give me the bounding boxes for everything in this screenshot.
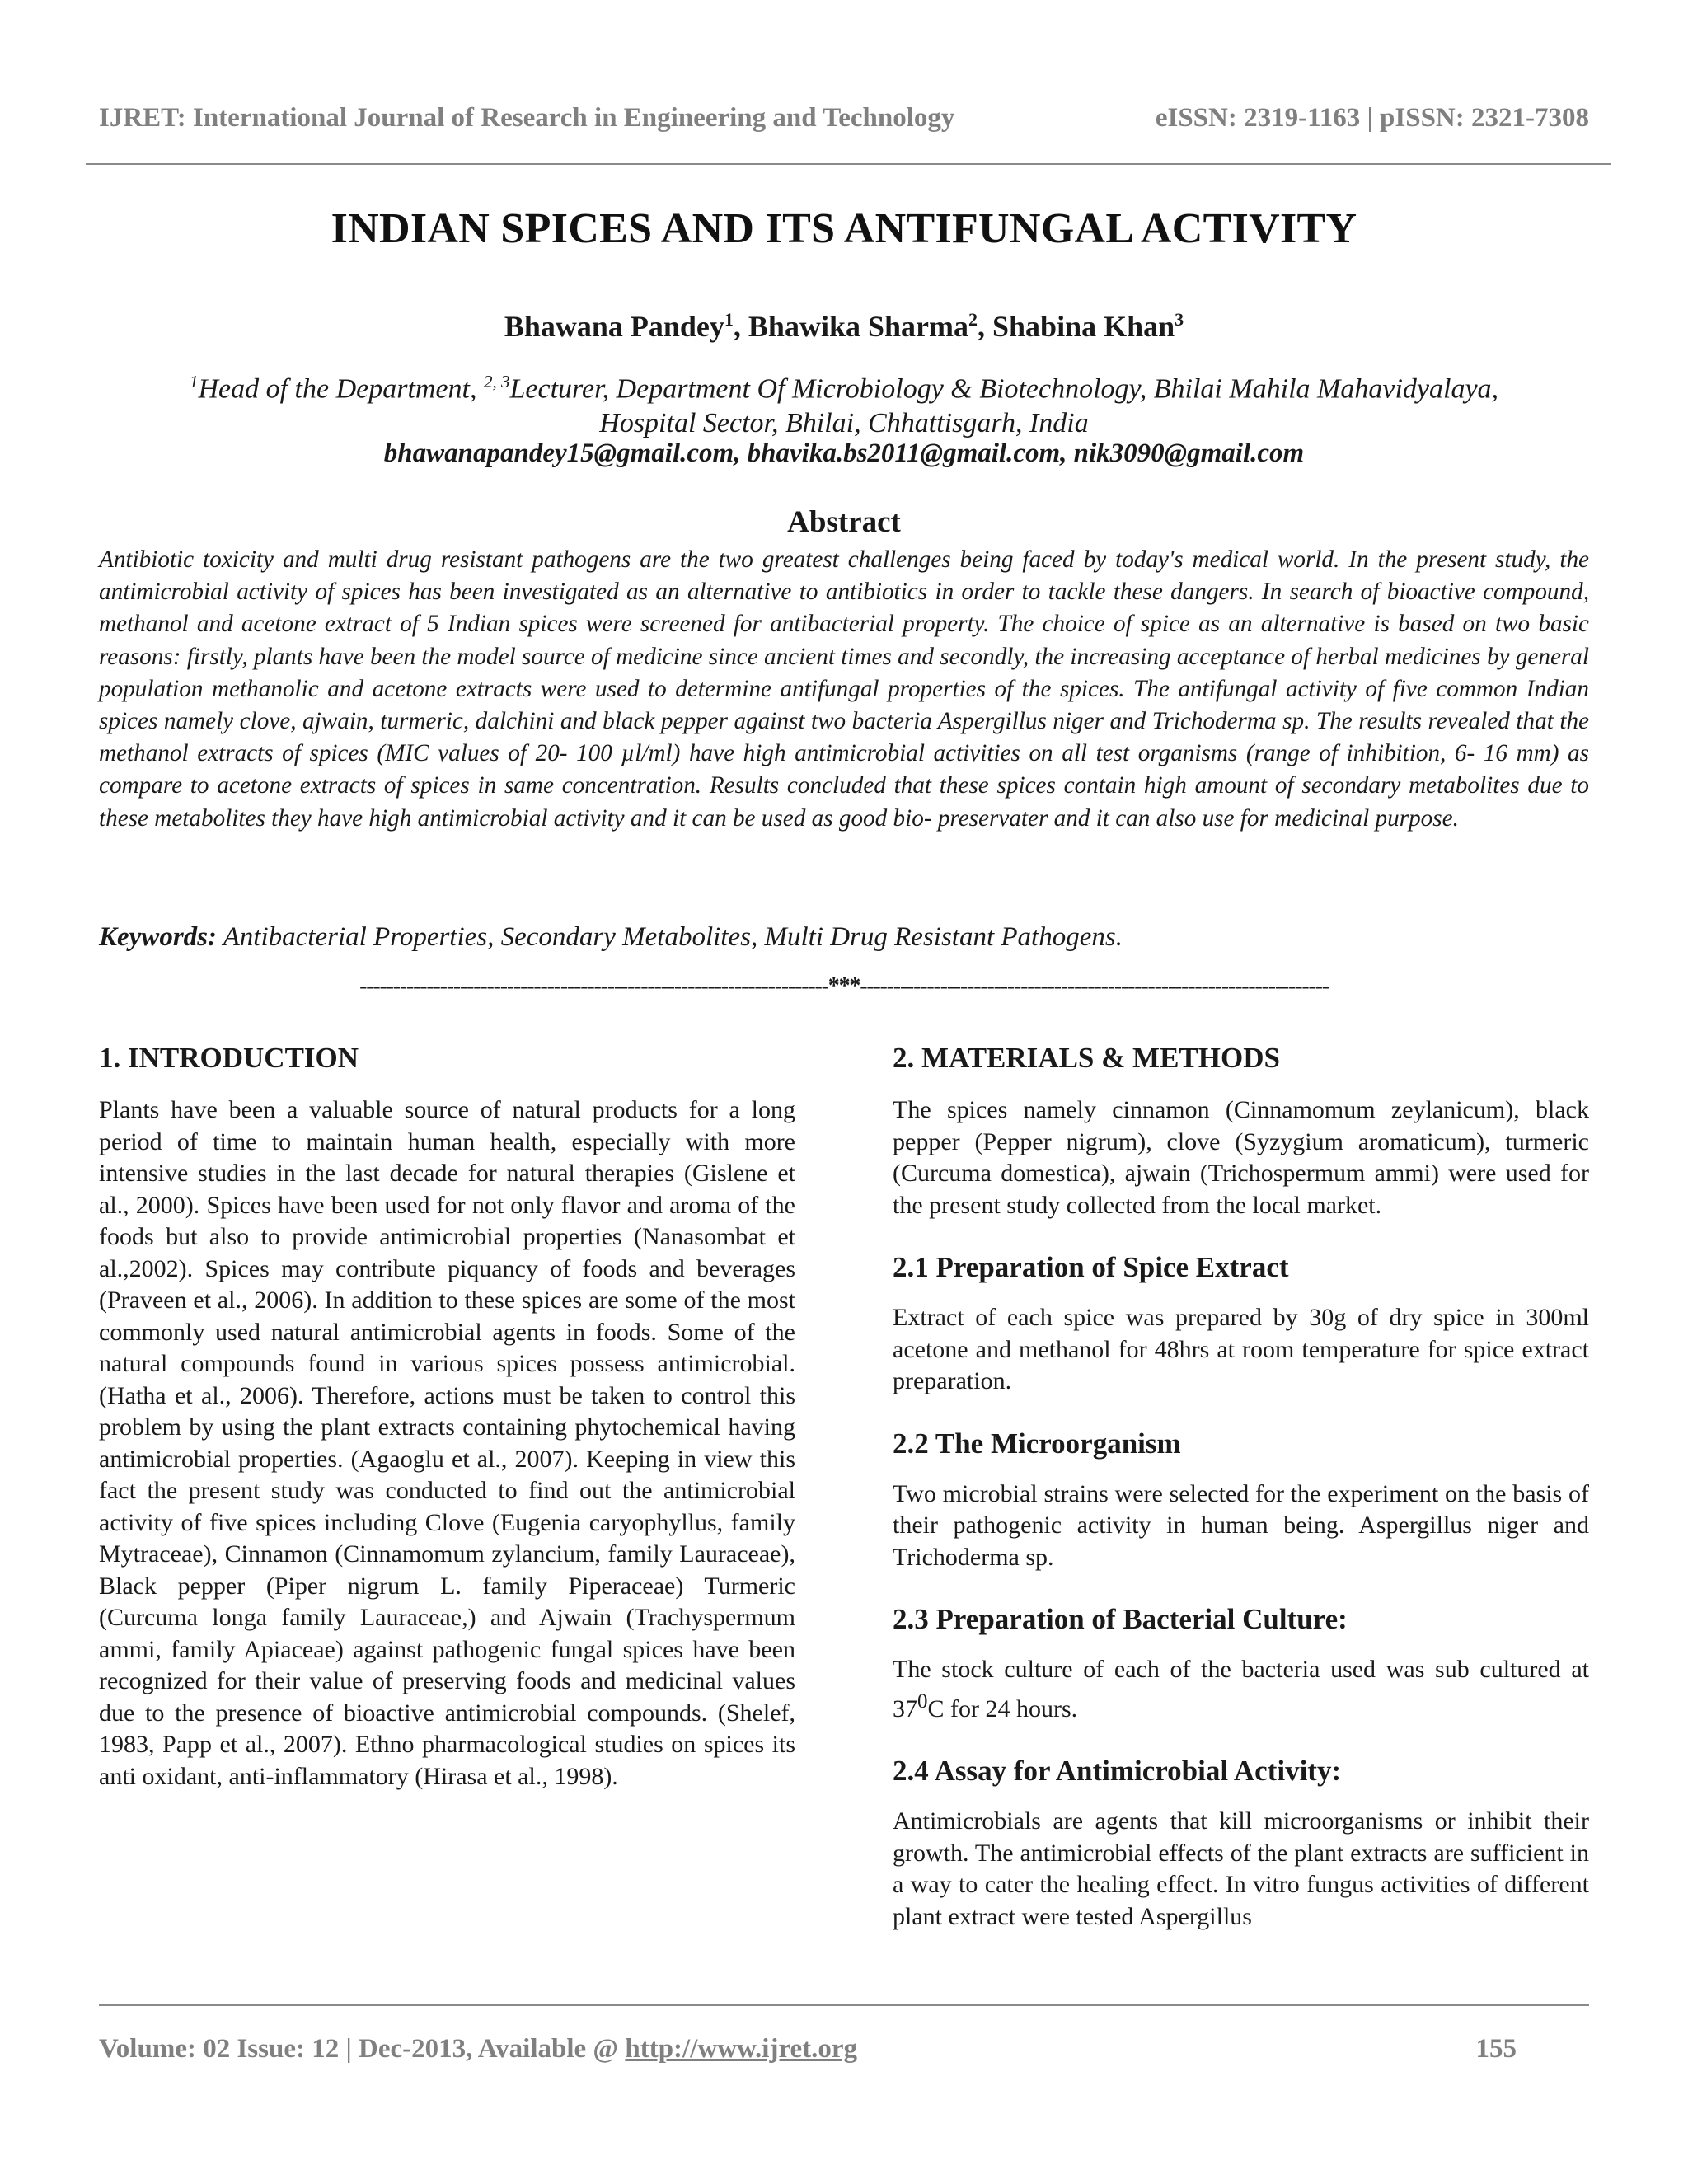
affiliation-line-2: Hospital Sector, Bhilai, Chhattisgarh, India <box>599 408 1089 439</box>
abstract-text: Antibiotic toxicity and multi drug resistant pathogens are the two greatest challenges being faced by today's medical world. In the present study, the antimicrobial activity of spices has been investigated as an alternative to antibiotics in order to tackle these dangers. In search of bioactive compound, methanol and acetone extract of 5 Indian spices were screened for antibacterial property. The choice of spice as an alternative is based on two basic reasons: firstly, plants have been the model source of medicine since ancient times and secondly, the increasing acceptance of herbal medicines by general population methanolic and acetone extracts were used to determine antifungal properties of the spices. The antifungal activity of five common Indian spices namely clove, ajwain, turmeric, dalchini and black pepper against two bacteria Aspergillus niger and Trichoderma sp. The results revealed that the methanol extracts of spices (MIC values of 20- 100 µl/ml) have high antimicrobial activities on all test organisms (range of inhibition, 6- 16 mm) as compare to acetone extracts of spices in same concentration. Results concluded that these spices contain high amount of secondary metabolites due to these metabolites they have high antimicrobial activity and it can be used as good bio- preservater and it can also use for medicinal purpose. <box>99 546 1589 832</box>
journal-name: IJRET: International Journal of Research in Engineering and Technology <box>99 102 955 133</box>
author-name: Bhawika Sharma <box>748 310 968 343</box>
introduction-heading: 1. INTRODUCTION <box>99 1042 359 1074</box>
introduction-text: Plants have been a valuable source of natural products for a long period of time to maintain human health, especially with more intensive studies in the last decade for natural therapies (Gislene et al., 2000). Spices have been used for not only flavor and aroma of the foods but also to provide antimicrobial properties (Nanasombat et al.,2002). Spices may contribute piquancy of foods and beverages (Praveen et al., 2006). In addition to these spices are some of the most commonly used natural antimicrobial agents in foods. Some of the natural compounds found in various spices possess antimicrobial. (Hatha et al., 2006). Therefore, actions must be taken to control this problem by using the plant extracts containing phytochemical having antimicrobial properties. (Agaoglu et al., 2007). Keeping in view this fact the present study was conducted to find out the antimicrobial activity of five spices including Clove (Eugenia caryophyllus, family Mytraceae), Cinnamon (Cinnamomum zylancium, family Lauraceae), Black pepper (Piper nigrum L. family Piperaceae) Turmeric (Curcuma longa family Lauraceae,) and Ajwain (Trachyspermum ammi, family Apiaceae) against pathogenic fungal spices have been recognized for their value of preserving foods and medicinal values due to the presence of bioactive antimicrobial compounds. (Shelef, 1983, Papp et al., 2007). Ethno pharmacological studies on spices its anti oxidant, anti-inflammatory (Hirasa et al., 1998). <box>99 1096 795 1790</box>
author-name: Shabina Khan <box>992 310 1175 343</box>
author-name: Bhawana Pandey <box>504 310 724 343</box>
subsection-heading-2-1: 2.1 Preparation of Spice Extract <box>893 1251 1289 1283</box>
subsection-text-2-2: Two microbial strains were selected for the experiment on the basis of their pathogenic activity in human being. Aspergillus niger and Trichoderma sp. <box>893 1479 1589 1571</box>
right-column <box>893 1040 1589 1933</box>
journal-link[interactable]: http://www.ijret.org <box>625 2033 858 2064</box>
volume-info: Volume: 02 Issue: 12 | Dec-2013, Available @ <box>99 2033 626 2064</box>
abstract-heading: Abstract <box>787 505 901 539</box>
running-footer <box>99 2030 1517 2068</box>
subsection-text-2-4: Antimicrobials are agents that kill microorganisms or inhibit their growth. The antimicrobial effects of the plant extracts are sufficient in a way to cater the healing effect. In vitro fungus activities of different plant extract were tested Aspergillus <box>893 1807 1589 1930</box>
subsection-heading-2-3: 2.3 Preparation of Bacterial Culture: <box>893 1603 1348 1635</box>
keywords <box>99 922 1589 953</box>
subsection-heading-2-4: 2.4 Assay for Antimicrobial Activity: <box>893 1755 1342 1787</box>
paper-title: INDIAN SPICES AND ITS ANTIFUNGAL ACTIVITY <box>331 205 1357 252</box>
methods-text: The spices namely cinnamon (Cinnamomum zeylanicum), black pepper (Pepper nigrum), clove (Syzygium aromaticum), turmeric (Curcuma domestica), ajwain (Trichospermum ammi) were used for the present study collected from the local market. <box>893 1096 1589 1219</box>
affil-mark: 1 <box>189 372 199 391</box>
author-affil-mark: 3 <box>1175 309 1184 330</box>
affiliation-line-1 <box>99 364 1589 406</box>
author-emails: bhawanapandey15@gmail.com, bhavika.bs2011@gmail.com, nik3090@gmail.com <box>383 438 1305 468</box>
affil-mark: 2, 3 <box>484 372 510 391</box>
running-header <box>99 97 1589 138</box>
subsection-text-2-1: Extract of each spice was prepared by 30g of dry spice in 300ml acetone and methanol for 48hrs at room temperature for spice extract preparation. <box>893 1304 1589 1394</box>
footer-volume <box>99 2034 857 2064</box>
left-column <box>99 1040 795 1793</box>
subsection-text-2-3 <box>893 1654 1589 1725</box>
keywords-label: Keywords: <box>99 922 217 952</box>
footer-divider <box>99 2004 1589 2006</box>
subsection-heading-2-2: 2.2 The Microorganism <box>893 1427 1181 1460</box>
affil-text: Head of the Department, <box>198 373 484 405</box>
page-number: 155 <box>1475 2033 1517 2064</box>
text-fragment: The stock culture of each of the bacteria used was sub cultured at 37 <box>893 1656 1589 1722</box>
degree-sup: 0 <box>917 1690 928 1713</box>
issn-info: eISSN: 2319-1163 | pISSN: 2321-7308 <box>1155 102 1589 133</box>
author-affil-mark: 1 <box>724 309 734 330</box>
text-fragment: C for 24 hours. <box>927 1694 1078 1722</box>
methods-heading: 2. MATERIALS & METHODS <box>893 1042 1280 1074</box>
author-affil-mark: 2 <box>968 309 978 330</box>
affil-text: Lecturer, Department Of Microbiology & Biotechnology, Bhilai Mahila Mahavidyalaya, <box>509 373 1499 405</box>
author-list: Bhawana Pandey$^1$, Bhawika Sharma$^2$, Shabina Khan$^3$ <box>504 309 1184 343</box>
section-separator: ----------------------------------------------------------------------***---------------------------------------------------------------------- <box>359 973 1329 999</box>
header-divider <box>86 163 1611 165</box>
affiliation <box>99 364 1589 441</box>
keywords-text: Antibacterial Properties, Secondary Metabolites, Multi Drug Resistant Pathogens. <box>217 922 1123 952</box>
